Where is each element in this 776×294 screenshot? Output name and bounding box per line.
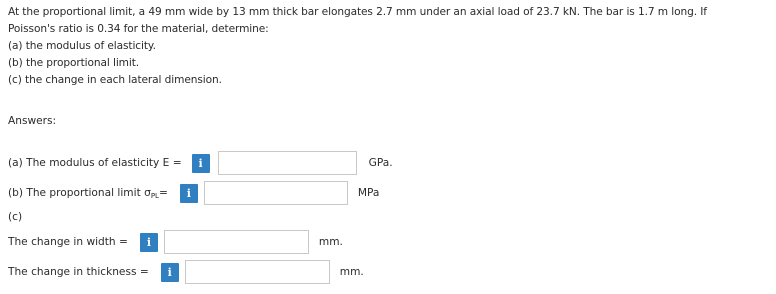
thickness-change-label: The change in thickness =	[8, 266, 149, 278]
part-c-heading: (c)	[8, 211, 23, 223]
modulus-input[interactable]	[218, 151, 357, 175]
proportional-limit-label	[8, 187, 168, 200]
problem-part-b: (b) the proportional limit.	[8, 57, 140, 69]
answer-row-proportional-limit	[8, 180, 379, 206]
problem-part-a: (a) the modulus of elasticity.	[8, 40, 156, 52]
proportional-limit-unit: MPa	[357, 187, 380, 199]
width-change-label: The change in width =	[8, 236, 128, 248]
info-icon[interactable]: i	[161, 263, 179, 282]
answer-row-modulus	[8, 150, 393, 176]
problem-line-1: At the proportional limit, a 49 mm wide by 13 mm thick bar elongates 2.7 mm under an axial load of 23.7 kN. The bar is 1.7 m long. If	[8, 6, 707, 18]
problem-line-2: Poisson's ratio is 0.34 for the material, determine:	[8, 23, 269, 35]
problem-statement	[8, 4, 770, 89]
info-icon[interactable]: i	[180, 184, 198, 203]
answers-heading: Answers:	[8, 115, 57, 127]
proportional-limit-label-text: (b) The proportional limit σ	[8, 186, 151, 199]
width-change-input[interactable]	[164, 230, 309, 254]
problem-part-c: (c) the change in each lateral dimension.	[8, 74, 222, 86]
modulus-label: (a) The modulus of elasticity E =	[8, 157, 182, 169]
proportional-limit-equals: =	[158, 186, 168, 199]
info-icon[interactable]: i	[140, 233, 158, 252]
thickness-change-input[interactable]	[185, 260, 330, 284]
proportional-limit-subscript: PL	[150, 191, 159, 200]
answer-row-width-change	[8, 229, 343, 255]
width-change-unit: mm.	[318, 236, 343, 248]
info-icon[interactable]: i	[192, 154, 210, 173]
proportional-limit-input[interactable]	[204, 181, 348, 205]
thickness-change-unit: mm.	[339, 266, 364, 278]
modulus-unit: GPa.	[368, 157, 393, 169]
answer-row-thickness-change	[8, 259, 364, 285]
